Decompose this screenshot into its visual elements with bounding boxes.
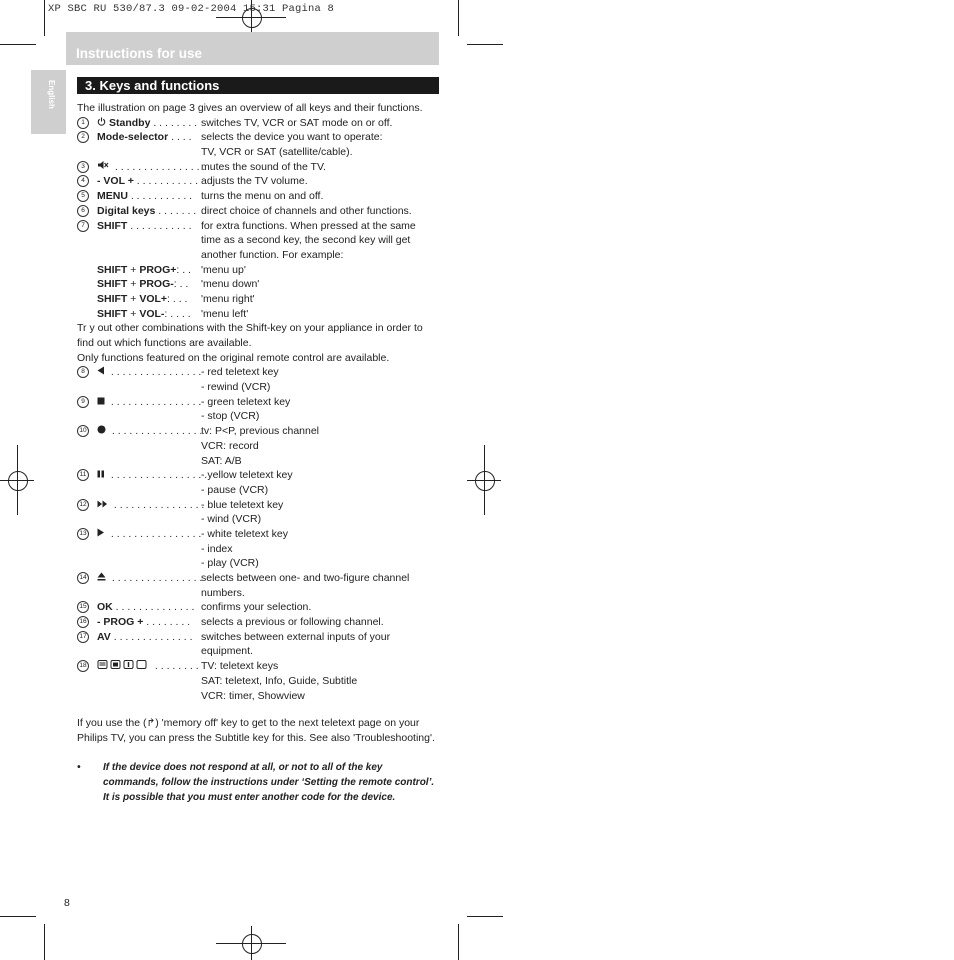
key-row [77, 600, 439, 615]
key-row-continuation [77, 689, 439, 704]
key-description: selects the device you want to operate: [201, 131, 383, 144]
key-description: numbers. [201, 586, 245, 599]
key-number-badge: 8 [77, 366, 89, 378]
key-description: SAT: A/B [201, 454, 242, 467]
key-row [77, 571, 439, 586]
dot-leader: . . . . . . . . . . . . . . [112, 601, 195, 614]
key-description: - rewind (VCR) [201, 381, 271, 394]
key-description: TV, VCR or SAT (satellite/cable). [201, 146, 353, 159]
key-label [97, 600, 194, 615]
plus-sign: + [127, 292, 140, 305]
key-label [97, 615, 190, 630]
key-row-continuation [77, 586, 439, 601]
key-row-continuation [77, 674, 439, 689]
key-description: - wind (VCR) [201, 513, 262, 526]
pause-icon [97, 468, 105, 483]
key-label [97, 468, 207, 483]
key-number-badge: 15 [77, 601, 89, 613]
key-description: - yellow teletext key [201, 469, 293, 482]
language-tab [31, 70, 66, 134]
key-number-badge: 2 [77, 131, 89, 143]
dot-leader: : . . . [167, 292, 188, 305]
dot-leader: . . . . . . . . . . . . . . [110, 630, 193, 643]
crop-mark [467, 44, 503, 45]
key-description: - pause (VCR) [201, 483, 269, 496]
key-label [97, 571, 202, 586]
key-description: switches TV, VCR or SAT mode on or off. [201, 116, 393, 129]
paragraph-line: find out which functions are available. [77, 337, 252, 349]
key-description: turns the menu on and off. [201, 190, 324, 203]
key-description: VCR: timer, Showview [201, 689, 305, 702]
power-icon [97, 116, 106, 131]
shift-key-name: SHIFT [97, 307, 128, 320]
crop-mark [0, 44, 36, 45]
key-description: adjusts the TV volume. [201, 175, 308, 188]
key-description: - green teletext key [201, 395, 291, 408]
key-description: VCR: record [201, 439, 259, 452]
dot-leader: . . . . . . . . [143, 616, 191, 629]
combo-description: 'menu down' [201, 278, 260, 291]
key-row [77, 498, 439, 513]
key-description: time as a second key, the second key will get [201, 234, 411, 247]
key-description: tv: P<P, previous channel [201, 425, 320, 438]
crop-mark [0, 916, 36, 917]
shift-combo-row [77, 292, 439, 307]
key-row [77, 365, 439, 380]
key-description: - blue teletext key [201, 498, 284, 511]
combo-key-name: VOL- [139, 307, 165, 320]
shift-combo-keys [97, 263, 191, 278]
key-row-continuation [77, 556, 439, 571]
key-description: - white teletext key [201, 527, 288, 540]
key-row [77, 160, 439, 175]
shift-combo-row [77, 307, 439, 322]
paragraph-line: Tr y out other combinations with the Shift-key on your appliance in order to [77, 322, 423, 335]
key-number-badge: 9 [77, 396, 89, 408]
key-row [77, 659, 439, 674]
memory-off-note: If you use the (↱) 'memory off' key to get to the next teletext page on your Philips TV, you can press the Subtitle key for this. See also 'Troubleshooting'. [77, 717, 435, 744]
key-label [97, 395, 201, 410]
key-row-continuation [77, 233, 439, 248]
bullet-mark: • [77, 762, 81, 773]
dot-leader: . . . . [168, 131, 192, 144]
key-row-continuation [77, 409, 439, 424]
key-label [97, 174, 198, 189]
key-row-continuation [77, 542, 439, 557]
dot-leader: . . . . . . . . [152, 660, 199, 673]
key-row-continuation [77, 248, 439, 263]
key-name: Digital keys [97, 204, 156, 217]
key-number-badge: 1 [77, 117, 89, 129]
key-description: SAT: teletext, Info, Guide, Subtitle [201, 674, 358, 687]
dot-leader: . . . . . . . . . . . . . . . . . [108, 469, 208, 482]
key-label [97, 365, 201, 380]
shift-combo-row [77, 277, 439, 292]
key-name: - VOL + [97, 175, 134, 188]
combo-key-name: VOL+ [139, 292, 168, 305]
key-label [97, 527, 201, 542]
chapter-banner [66, 32, 439, 65]
key-description: - stop (VCR) [201, 410, 260, 423]
key-description: TV: teletext keys [201, 660, 279, 673]
section-title: 3. Keys and functions [85, 78, 220, 93]
key-number-badge: 13 [77, 528, 89, 540]
key-row [77, 116, 439, 131]
dot-leader: . . . . . . . . [150, 116, 198, 129]
chapter-title: Instructions for use [76, 46, 203, 61]
key-row-continuation [77, 512, 439, 527]
key-name: SHIFT [97, 219, 128, 232]
key-description: another function. For example: [201, 248, 344, 261]
key-number-badge: 3 [77, 161, 89, 173]
shift-key-name: SHIFT [97, 292, 128, 305]
circle-icon [97, 424, 106, 439]
key-label [97, 130, 192, 145]
key-name: Mode-selector [97, 131, 169, 144]
key-row-continuation [77, 380, 439, 395]
key-number-badge: 18 [77, 660, 89, 672]
mute-icon [97, 160, 109, 175]
key-row [77, 395, 439, 410]
key-description: - red teletext key [201, 366, 279, 379]
key-row [77, 204, 439, 219]
key-number-badge: 4 [77, 175, 89, 187]
key-description: mutes the sound of the TV. [201, 160, 326, 173]
key-row-continuation [77, 483, 439, 498]
bullet-text: If the device does not respond at all, or not to all of the key commands, follow the instructions under ‘Setting the remote control’. It is possible that you must enter another code for the device. [103, 762, 435, 803]
key-description: - index [201, 542, 233, 555]
key-description: for extra functions. When pressed at the same [201, 219, 416, 232]
page-number: 8 [64, 897, 70, 909]
key-name: Standby [109, 116, 151, 129]
shift-combo-row [77, 263, 439, 278]
print-header: XP SBC RU 530/87.3 09-02-2004 15:31 Pagina 8 [48, 3, 335, 15]
key-row-continuation [77, 439, 439, 454]
key-number-badge: 17 [77, 631, 89, 643]
dot-leader: . . . . . . . . . . . . . . . . [108, 395, 202, 408]
shift-combo-keys [97, 277, 188, 292]
square-icon [97, 395, 105, 410]
key-row [77, 630, 439, 645]
intro-text: The illustration on page 3 gives an overview of all keys and their functions. [77, 102, 423, 114]
crop-mark [467, 916, 503, 917]
play-icon [97, 527, 105, 542]
paragraph-line: Only functions featured on the original remote control are available. [77, 351, 390, 364]
key-name: - PROG + [97, 616, 144, 629]
key-number-badge: 11 [77, 469, 89, 481]
dot-leader: . . . . . . . . . . . . . . . . [108, 366, 202, 379]
dot-leader: . . . . . . . . . . . . . . . . [108, 528, 202, 541]
dot-leader: : . . [176, 263, 191, 276]
dot-leader: . . . . . . . . . . . [133, 175, 199, 188]
fast-forward-icon [97, 498, 108, 513]
key-number-badge: 14 [77, 572, 89, 584]
key-row [77, 424, 439, 439]
dot-leader: . . . . . . . [155, 204, 197, 217]
dot-leader: . . . . . . . . . . . . . . . . [112, 160, 206, 173]
crop-mark [44, 924, 45, 960]
dot-leader: . . . . . . . . . . . [127, 219, 192, 232]
key-label [97, 424, 202, 439]
combo-description: 'menu left' [201, 307, 249, 320]
key-description: selects between one- and two-figure channel [201, 572, 410, 584]
crop-mark [458, 924, 459, 960]
key-name: OK [97, 601, 113, 614]
plus-sign: + [127, 263, 140, 276]
key-label [97, 116, 197, 131]
eject-icon [97, 571, 106, 586]
section-header [77, 77, 439, 94]
key-row [77, 219, 439, 234]
shift-combo-keys [97, 307, 191, 322]
key-description: selects a previous or following channel. [201, 616, 384, 629]
key-label [97, 659, 199, 674]
combo-description: 'menu up' [201, 263, 246, 276]
key-row [77, 527, 439, 542]
key-label [97, 498, 204, 513]
key-number-badge: 16 [77, 616, 89, 628]
key-label [97, 160, 205, 175]
key-row [77, 615, 439, 630]
key-row [77, 174, 439, 189]
key-label [97, 219, 192, 234]
dot-leader: . . . . . . . . . . . . . . . . [109, 425, 203, 438]
key-row-continuation [77, 644, 439, 659]
crop-mark [44, 0, 45, 36]
key-number-badge: 5 [77, 190, 89, 202]
combo-description: 'menu right' [201, 292, 255, 305]
key-number-badge: 12 [77, 499, 89, 511]
key-number-badge: 6 [77, 205, 89, 217]
key-description: - play (VCR) [201, 557, 259, 570]
key-row-continuation [77, 145, 439, 160]
key-description: equipment. [201, 645, 253, 658]
language-label: English [47, 80, 56, 109]
key-number-badge: 7 [77, 220, 89, 232]
plus-sign: + [127, 307, 140, 320]
key-row [77, 189, 439, 204]
triangle-left-icon [97, 365, 105, 380]
key-name: AV [97, 630, 111, 643]
key-label [97, 204, 196, 219]
key-row-continuation [77, 454, 439, 469]
key-label [97, 630, 193, 645]
key-row [77, 468, 439, 483]
dot-leader: . . . . . . . . . . . . . . . . [111, 498, 205, 511]
combo-key-name: PROG- [139, 278, 174, 291]
dot-leader: : . . . . [164, 307, 191, 320]
dot-leader: . . . . . . . . . . . . . . . . [109, 572, 203, 585]
keys-list [77, 101, 439, 703]
teletext-keys-icon [97, 659, 149, 674]
key-number-badge: 10 [77, 425, 89, 437]
key-description: switches between external inputs of your [201, 630, 391, 643]
shift-key-name: SHIFT [97, 263, 128, 276]
dot-leader: : . . [173, 278, 189, 291]
key-description: direct choice of channels and other functions. [201, 204, 412, 217]
combo-key-name: PROG+ [139, 263, 177, 276]
key-row [77, 130, 439, 145]
plus-sign: + [127, 278, 140, 291]
key-label [97, 189, 192, 204]
dot-leader: . . . . . . . . . . . [127, 190, 193, 203]
key-name: MENU [97, 190, 128, 203]
crop-mark [458, 0, 459, 36]
shift-combo-keys [97, 292, 187, 307]
key-description: confirms your selection. [201, 601, 312, 614]
shift-key-name: SHIFT [97, 278, 128, 291]
